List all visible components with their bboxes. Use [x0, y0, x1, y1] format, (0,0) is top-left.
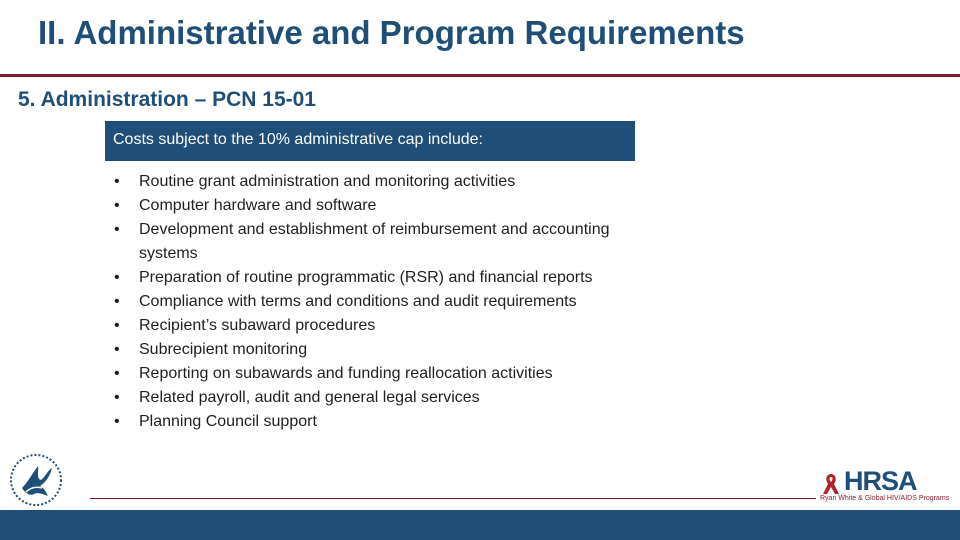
- section-subtitle: 5. Administration – PCN 15-01: [18, 88, 316, 111]
- list-item-text: Computer hardware and software: [139, 197, 377, 214]
- list-item: [112, 386, 652, 410]
- list-item: [112, 410, 652, 434]
- list-item: [112, 338, 652, 362]
- bullet-icon: •: [114, 173, 120, 190]
- bullet-icon: •: [114, 365, 120, 382]
- list-item-text: Compliance with terms and conditions and audit requirements: [139, 293, 577, 310]
- title-divider: [0, 74, 960, 77]
- list-item: [112, 362, 652, 386]
- footer-divider: [90, 498, 816, 499]
- bullet-icon: •: [114, 413, 120, 430]
- list-item-text: Planning Council support: [139, 413, 317, 430]
- hhs-logo-icon: [8, 452, 64, 508]
- list-item-text: Related payroll, audit and general legal services: [139, 389, 480, 406]
- list-item-text: Routine grant administration and monitoring activities: [139, 173, 516, 190]
- bullet-icon: •: [114, 293, 120, 310]
- cost-list: [112, 170, 652, 434]
- callout-text: Costs subject to the 10% administrative cap include:: [113, 131, 483, 148]
- bullet-icon: •: [114, 317, 120, 334]
- list-item-text: Reporting on subawards and funding reallocation activities: [139, 365, 553, 382]
- list-item: [112, 290, 652, 314]
- list-item: [112, 314, 652, 338]
- list-item: [112, 194, 652, 218]
- list-item: [112, 266, 652, 290]
- slide-title: II. Administrative and Program Requirements: [38, 14, 745, 51]
- bullet-icon: •: [114, 389, 120, 406]
- bullet-icon: •: [114, 269, 120, 286]
- hrsa-tagline: Ryan White & Global HIV/AIDS Programs: [820, 495, 950, 502]
- callout-box: [105, 121, 635, 161]
- list-item-text: Recipient’s subaward procedures: [139, 317, 376, 334]
- aids-ribbon-icon: [820, 472, 842, 496]
- hrsa-logo: [818, 466, 950, 504]
- bullet-icon: •: [114, 341, 120, 358]
- bullet-icon: •: [114, 221, 120, 238]
- footer-band: [0, 510, 960, 540]
- list-item-text: Development and establishment of reimbursement and accounting systems: [139, 221, 610, 262]
- list-item-text: Preparation of routine programmatic (RSR) and financial reports: [139, 269, 593, 286]
- bullet-icon: •: [114, 197, 120, 214]
- list-item: [112, 170, 652, 194]
- list-item: [112, 218, 652, 266]
- hrsa-wordmark: HRSA: [844, 466, 917, 496]
- list-item-text: Subrecipient monitoring: [139, 341, 308, 358]
